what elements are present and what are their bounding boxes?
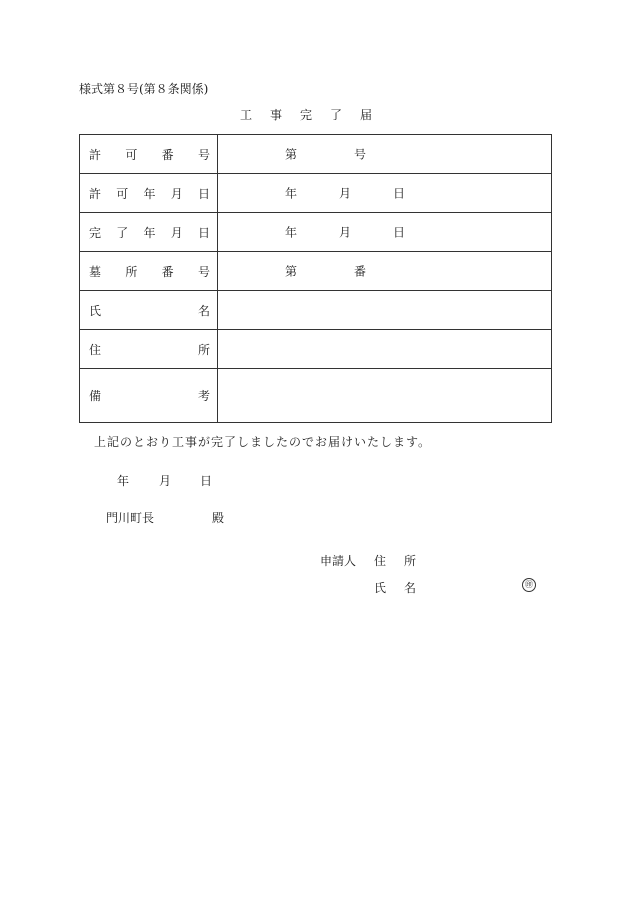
table-row	[80, 252, 552, 291]
label-address: 住 所	[80, 330, 218, 369]
document-title-text: 工 事 完 了 届	[240, 108, 376, 122]
completion-date-field[interactable]: 年 月 日	[218, 213, 552, 252]
applicant-address-label-1: 住	[374, 554, 387, 568]
addressee-title: 門川町長	[106, 511, 155, 525]
label-completion-date: 完 了 年 月 日	[80, 213, 218, 252]
table-row	[80, 369, 552, 423]
label-permit-date: 許 可 年 月 日	[80, 174, 218, 213]
label-name: 氏 名	[80, 291, 218, 330]
applicant-name-label-1: 氏	[374, 581, 387, 595]
statement-text: 上記のとおり工事が完了しましたのでお届けいたします。	[94, 435, 432, 449]
table-row	[80, 213, 552, 252]
label-grave-number: 墓 所 番 号	[80, 252, 218, 291]
form-table	[79, 134, 552, 423]
label-permit-number: 許 可 番 号	[80, 135, 218, 174]
date-year[interactable]: 年	[117, 474, 130, 488]
addressee-honorific: 殿	[212, 511, 225, 525]
applicant-label: 申請人	[320, 554, 357, 568]
table-row	[80, 330, 552, 369]
seal-icon: ㊞	[522, 578, 536, 592]
permit-date-field[interactable]: 年 月 日	[218, 174, 552, 213]
table-row	[80, 291, 552, 330]
address-field[interactable]	[218, 330, 552, 369]
table-row	[80, 135, 552, 174]
label-remarks: 備 考	[80, 369, 218, 423]
document-title	[240, 106, 375, 123]
date-day[interactable]: 日	[200, 474, 213, 488]
date-month[interactable]: 月	[159, 474, 172, 488]
table-row	[80, 174, 552, 213]
remarks-field[interactable]	[218, 369, 552, 423]
applicant-address-label-2: 所	[404, 554, 417, 568]
grave-number-field[interactable]: 第 番	[218, 252, 552, 291]
name-field[interactable]	[218, 291, 552, 330]
applicant-name-label-2: 名	[404, 581, 417, 595]
permit-number-field[interactable]: 第 号	[218, 135, 552, 174]
form-number: 様式第８号(第８条関係)	[79, 82, 209, 96]
